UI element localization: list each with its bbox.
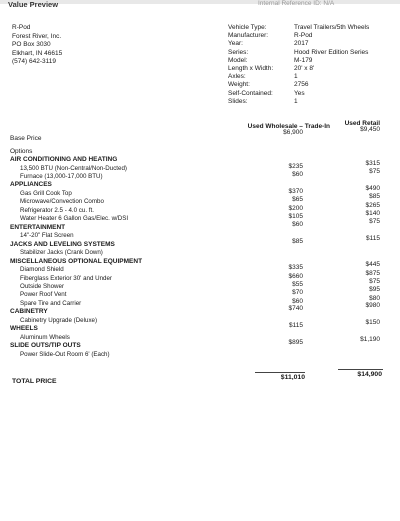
spec-value: 1 [294, 97, 298, 105]
retail-value: $445 [365, 261, 380, 269]
retail-value: $1,190 [360, 336, 380, 344]
wholesale-value: $60 [292, 171, 303, 178]
dealer-line: (574) 642-3119 [12, 58, 56, 65]
option-item: Fiberglass Exterior 30' and Under [20, 274, 112, 282]
retail-value: $490 [365, 185, 380, 192]
section-heading: AIR CONDITIONING AND HEATING [10, 156, 118, 163]
total-price-retail: $14,900 [357, 371, 382, 378]
retail-value: $80 [369, 294, 380, 302]
spec-label: Self-Contained: [228, 89, 273, 97]
retail-value: $980 [365, 302, 380, 310]
retail-value: $140 [365, 210, 380, 218]
wholesale-value: $65 [292, 196, 303, 204]
dealer-line: Forest River, Inc. [12, 32, 62, 40]
spec-row [228, 90, 369, 98]
wholesale-total-rule [255, 372, 305, 373]
spec-label: Model: [228, 56, 248, 64]
reference-id: Internal Reference ID: N/A [258, 0, 335, 7]
wholesale-value: $55 [292, 281, 303, 288]
total-price-label: TOTAL PRICE [12, 378, 57, 385]
section-heading: ENTERTAINMENT [10, 223, 66, 231]
spec-value: 2756 [294, 81, 309, 89]
spec-label: Year: [228, 40, 243, 48]
retail-value: $85 [369, 193, 380, 201]
option-item: Power Slide-Out Room 6' (Each) [20, 350, 110, 358]
spec-label: Vehicle Type: [228, 24, 267, 31]
spec-value: 2017 [294, 40, 309, 48]
retail-value: $315 [365, 159, 380, 167]
options-label: Options [10, 148, 33, 155]
retail-value: $265 [365, 201, 380, 209]
retail-value: $75 [369, 217, 380, 225]
spec-row [228, 24, 369, 32]
spec-value: Yes [294, 89, 305, 97]
wholesale-value: $370 [288, 188, 303, 195]
vehicle-specs [228, 24, 369, 106]
option-item: Refrigerator 2.5 - 4.0 cu. ft. [20, 206, 94, 214]
scan-top-edge [0, 0, 400, 4]
option-item: Cabinetry Upgrade (Deluxe) [20, 316, 98, 324]
dealer-address [12, 24, 62, 67]
wholesale-value: $895 [288, 339, 303, 347]
retail-value: $75 [369, 168, 380, 175]
section-heading: MISCELLANEOUS OPTIONAL EQUIPMENT [10, 257, 143, 265]
spec-label: Length x Width: [228, 65, 274, 73]
option-item: 13,500 BTU (Non-Central/Non-Ducted) [20, 164, 127, 172]
spec-row [228, 32, 369, 40]
retail-value: $75 [369, 278, 380, 285]
wholesale-value: $200 [288, 204, 303, 212]
wholesale-value: $70 [292, 289, 303, 297]
spec-row [228, 98, 369, 106]
spec-row [228, 81, 369, 89]
spec-row [228, 73, 369, 81]
spec-label: Axles: [228, 73, 246, 81]
spec-row [228, 40, 369, 48]
option-item: Stabilizer Jacks (Crank Down) [20, 249, 103, 257]
wholesale-value: $335 [288, 264, 303, 272]
dealer-line: PO Box 3030 [12, 41, 51, 48]
option-item: Water Heater 6 Gallon Gas/Elec. w/DSI [20, 215, 129, 223]
retail-column-header: Used Retail [344, 120, 380, 127]
spec-row [228, 57, 369, 65]
base-price-retail: $9,450 [360, 126, 380, 133]
retail-value: $150 [365, 319, 380, 327]
wholesale-value: $85 [292, 237, 303, 245]
wholesale-value: $740 [288, 305, 303, 313]
spec-value: Travel Trailers/5th Wheels [294, 24, 370, 31]
spec-label: Manufacturer: [228, 32, 269, 40]
retail-value: $115 [366, 234, 380, 242]
option-item: Power Roof Vent [20, 291, 67, 299]
base-price-label: Base Price [10, 135, 42, 142]
option-item: Spare Tire and Carrier [20, 299, 82, 307]
spec-row [228, 49, 369, 57]
option-item: Microwave/Convection Combo [20, 198, 104, 206]
option-item: Diamond Shield [20, 266, 64, 274]
retail-value: $95 [369, 286, 380, 294]
option-item: Aluminum Wheels [20, 333, 70, 341]
retail-total-rule [338, 369, 383, 370]
spec-label: Slides: [228, 97, 248, 105]
spec-label: Weight: [228, 81, 250, 89]
spec-row [228, 65, 369, 73]
spec-value: Hood River Edition Series [294, 48, 369, 56]
document-title: Value Preview [8, 0, 59, 9]
option-item: Gas Grill Cook Top [20, 190, 72, 197]
section-heading: CABINETRY [10, 308, 48, 316]
spec-value: 1 [294, 73, 298, 81]
total-price-wholesale: $11,010 [280, 374, 305, 381]
section-heading: WHEELS [10, 325, 38, 333]
spec-value: M-179 [294, 56, 313, 64]
wholesale-value: $660 [288, 272, 303, 280]
option-item: Outside Shower [20, 283, 65, 290]
spec-value: R-Pod [294, 32, 313, 40]
wholesale-value: $60 [292, 220, 303, 228]
spec-label: Series: [228, 48, 249, 56]
wholesale-value: $235 [288, 162, 303, 170]
section-heading: APPLIANCES [10, 181, 52, 189]
option-item: Furnace (13,000-17,000 BTU) [20, 173, 103, 180]
dealer-line: R-Pod [12, 24, 31, 31]
section-heading: JACKS AND LEVELING SYSTEMS [10, 240, 115, 248]
wholesale-value: $60 [292, 297, 303, 305]
base-price-wholesale: $6,900 [283, 129, 303, 136]
spec-value: 20' x 8' [294, 65, 315, 73]
option-item: 14"-20" Flat Screen [20, 232, 74, 240]
wholesale-value: $105 [288, 213, 303, 221]
section-heading: SLIDE OUTS/TIP OUTS [10, 342, 81, 350]
wholesale-value: $115 [289, 322, 303, 330]
wholesale-column-header: Used Wholesale – Trade-In [247, 123, 330, 130]
retail-value: $875 [365, 269, 380, 277]
dealer-line: Elkhart, IN 46615 [12, 49, 63, 57]
